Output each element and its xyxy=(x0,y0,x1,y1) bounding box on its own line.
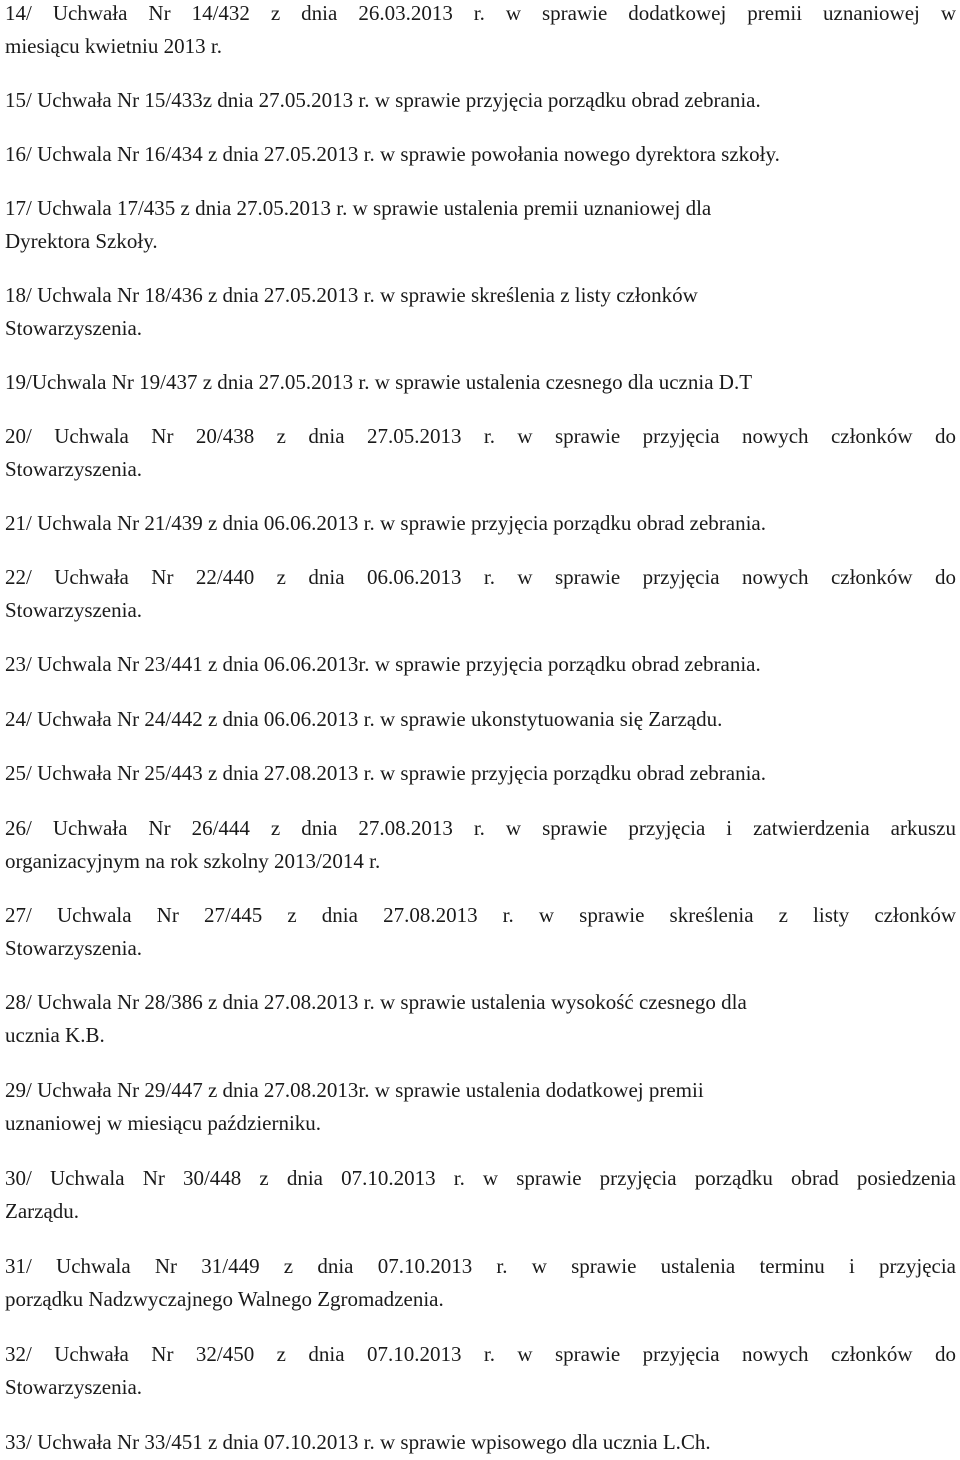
resolution-30-line-2: Zarządu. xyxy=(5,1199,80,1223)
resolution-29-line-1: 29/ Uchwała Nr 29/447 z dnia 27.08.2013r. w sprawie ustalenia dodatkowej premii xyxy=(5,1078,704,1102)
resolution-15-line-1: 15/ Uchwała Nr 15/433z dnia 27.05.2013 r. w sprawie przyjęcia porządku obrad zebrania. xyxy=(5,88,761,112)
resolution-20-line-2: Stowarzyszenia. xyxy=(5,457,143,481)
resolution-31-line-2: porządku Nadzwyczajnego Walnego Zgromadzenia. xyxy=(5,1287,444,1311)
resolution-14-line-2: miesiącu kwietniu 2013 r. xyxy=(5,34,222,58)
resolution-31-line-1: 31/ Uchwala Nr 31/449 z dnia 07.10.2013 r. w sprawie ustalenia terminu i przyjęcia xyxy=(5,1254,956,1278)
resolution-26-line-2: organizacyjnym na rok szkolny 2013/2014 r. xyxy=(5,849,381,873)
resolution-26-line-1: 26/ Uchwała Nr 26/444 z dnia 27.08.2013 r. w sprawie przyjęcia i zatwierdzenia arkuszu xyxy=(5,816,956,840)
resolution-28-line-2: ucznia K.B. xyxy=(5,1023,105,1047)
resolution-29-line-2: uznaniowej w miesiącu październiku. xyxy=(5,1111,322,1135)
resolution-16-line-1: 16/ Uchwala Nr 16/434 z dnia 27.05.2013 r. w sprawie powołania nowego dyrektora szkoły. xyxy=(5,142,780,166)
resolution-14-line-1: 14/ Uchwała Nr 14/432 z dnia 26.03.2013 r. w sprawie dodatkowej premii uznaniowej w xyxy=(5,1,956,25)
resolution-28-line-1: 28/ Uchwala Nr 28/386 z dnia 27.08.2013 r. w sprawie ustalenia wysokość czesnego dla xyxy=(5,990,747,1014)
resolution-24-line-1: 24/ Uchwała Nr 24/442 z dnia 06.06.2013 r. w sprawie ukonstytuowania się Zarządu. xyxy=(5,707,723,731)
resolution-22-line-1: 22/ Uchwała Nr 22/440 z dnia 06.06.2013 r. w sprawie przyjęcia nowych członków do xyxy=(5,565,956,589)
resolution-21-line-1: 21/ Uchwala Nr 21/439 z dnia 06.06.2013 r. w sprawie przyjęcia porządku obrad zebrania. xyxy=(5,511,766,535)
resolution-20-line-1: 20/ Uchwala Nr 20/438 z dnia 27.05.2013 r. w sprawie przyjęcia nowych członków do xyxy=(5,424,956,448)
resolution-25-line-1: 25/ Uchwała Nr 25/443 z dnia 27.08.2013 r. w sprawie przyjęcia porządku obrad zebrania. xyxy=(5,761,766,785)
resolution-22-line-2: Stowarzyszenia. xyxy=(5,598,143,622)
resolution-19-line-1: 19/Uchwala Nr 19/437 z dnia 27.05.2013 r. w sprawie ustalenia czesnego dla ucznia D.T xyxy=(5,370,753,394)
resolution-30-line-1: 30/ Uchwala Nr 30/448 z dnia 07.10.2013 r. w sprawie przyjęcia porządku obrad posiedzenia xyxy=(5,1166,956,1190)
resolution-17-line-2: Dyrektora Szkoły. xyxy=(5,229,158,253)
resolution-17-line-1: 17/ Uchwala 17/435 z dnia 27.05.2013 r. w sprawie ustalenia premii uznaniowej dla xyxy=(5,196,712,220)
resolution-33-line-1: 33/ Uchwała Nr 33/451 z dnia 07.10.2013 r. w sprawie wpisowego dla ucznia L.Ch. xyxy=(5,1430,711,1454)
resolution-32-line-1: 32/ Uchwała Nr 32/450 z dnia 07.10.2013 r. w sprawie przyjęcia nowych członków do xyxy=(5,1342,956,1366)
resolution-27-line-2: Stowarzyszenia. xyxy=(5,936,143,960)
resolution-23-line-1: 23/ Uchwala Nr 23/441 z dnia 06.06.2013r. w sprawie przyjęcia porządku obrad zebrania. xyxy=(5,652,761,676)
resolution-18-line-2: Stowarzyszenia. xyxy=(5,316,143,340)
resolution-18-line-1: 18/ Uchwala Nr 18/436 z dnia 27.05.2013 r. w sprawie skreślenia z listy członków xyxy=(5,283,698,307)
resolution-27-line-1: 27/ Uchwala Nr 27/445 z dnia 27.08.2013 r. w sprawie skreślenia z listy członków xyxy=(5,903,956,927)
resolution-32-line-2: Stowarzyszenia. xyxy=(5,1375,143,1399)
